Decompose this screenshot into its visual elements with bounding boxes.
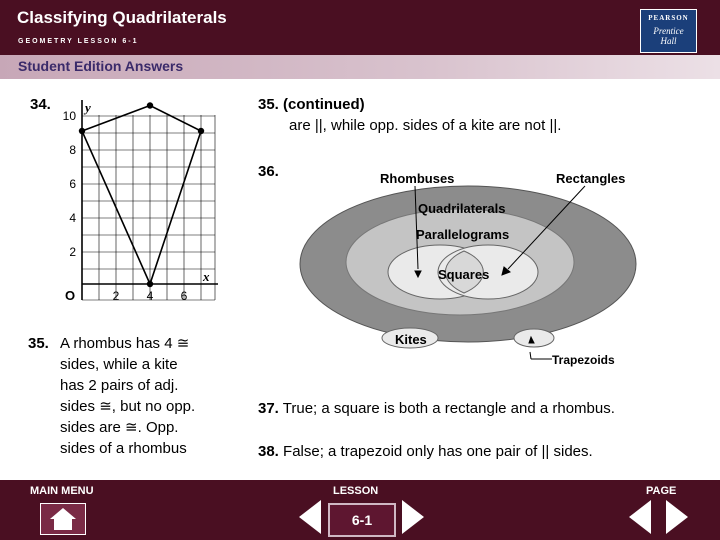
page-label: PAGE (646, 485, 677, 497)
y-tick-8: 8 (69, 143, 76, 157)
kite-vertex (198, 128, 204, 134)
p35-line1: A rhombus has 4 (60, 335, 173, 352)
chevron-left-icon (299, 500, 321, 534)
lesson-prev-button[interactable] (297, 498, 323, 536)
p35-cont-text-a: are (289, 117, 311, 134)
header-bar (0, 0, 720, 55)
label-kites: Kites (395, 332, 427, 347)
y-axis-label: y (85, 100, 91, 115)
p35-line5b: . Opp. (137, 419, 179, 436)
problem-37-text: True; a square is both a rectangle and a rhombus. (282, 400, 615, 417)
x-tick-2: 2 (112, 289, 120, 303)
label-parallelograms: Parallelograms (416, 227, 510, 242)
label-rectangles: Rectangles (556, 171, 626, 186)
problem-36-number: 36. (258, 163, 279, 180)
origin-label: O (65, 288, 76, 303)
y-tick-2: 2 (69, 245, 76, 259)
p35-cont-title: (continued) (283, 96, 365, 113)
label-rhombuses: Rhombuses (380, 171, 455, 186)
parallel-symbol: || (541, 443, 550, 460)
lesson-number-box: 6-1 (328, 503, 396, 537)
kite-shape (82, 106, 201, 285)
page-next-button[interactable] (664, 498, 690, 536)
p35-cont-number: 35. (258, 96, 279, 113)
p35-line3: has 2 pairs of adj. (60, 377, 179, 394)
kite-vertex (79, 128, 85, 134)
problem-35-block (28, 333, 196, 457)
congruent-symbol: ≅ (125, 419, 138, 436)
lesson-label: LESSON (333, 485, 379, 497)
problem-38 (258, 441, 593, 462)
problem-37-number: 37. (258, 400, 279, 417)
trapezoids-pointer (530, 352, 531, 359)
p35-line6: sides of a rhombus (60, 440, 187, 457)
problem-38-text-b: sides. (553, 443, 593, 460)
parallel-symbol: || (549, 117, 558, 134)
kite-graph (60, 95, 220, 305)
trapezoids-region (514, 329, 554, 347)
section-bar (0, 55, 720, 79)
lesson-subtitle: GEOMETRY LESSON 6-1 (18, 38, 139, 45)
chevron-left-icon (629, 500, 651, 534)
p35-line5a: sides are (60, 419, 121, 436)
logo-text-1: Prentice (653, 26, 684, 36)
label-quadrilaterals: Quadrilaterals (418, 201, 506, 216)
problem-34-number: 34. (30, 96, 51, 113)
y-tick-10: 10 (62, 109, 76, 123)
chevron-right-icon (402, 500, 424, 534)
logo-text-2: Hall (660, 36, 677, 46)
problem-38-text-a: False; a trapezoid only has one pair of (283, 443, 538, 460)
y-tick-4: 4 (69, 211, 76, 225)
p35-cont-text-b: , while opp. sides of a kite are not (322, 117, 546, 134)
main-menu-button[interactable] (40, 503, 86, 535)
x-tick-4: 4 (146, 289, 154, 303)
home-icon (41, 504, 85, 534)
logo-top-text: PEARSON (648, 14, 689, 22)
kite-vertex (147, 102, 153, 108)
congruent-symbol: ≅ (99, 398, 112, 415)
lesson-next-button[interactable] (400, 498, 426, 536)
main-menu-label: MAIN MENU (30, 485, 94, 497)
label-squares: Squares (438, 267, 490, 282)
p35-line4a: sides (60, 398, 96, 415)
x-axis-label: x (203, 269, 210, 284)
congruent-symbol: ≅ (176, 335, 190, 352)
parallel-symbol: || (314, 117, 323, 134)
graph-grid (82, 115, 215, 300)
label-trapezoids: Trapezoids (552, 353, 615, 367)
quadrilateral-venn-diagram (290, 162, 690, 370)
problem-35-number: 35. (28, 335, 49, 352)
section-label: Student Edition Answers (18, 58, 184, 74)
x-tick-6: 6 (180, 289, 188, 303)
p35-line2: sides, while a kite (60, 356, 178, 373)
kite-vertices (79, 102, 204, 287)
problem-37 (258, 398, 615, 419)
kite-vertex (147, 281, 153, 287)
problem-35-continued (258, 94, 561, 136)
y-tick-6: 6 (69, 177, 76, 191)
chevron-right-icon (666, 500, 688, 534)
pearson-logo (640, 9, 697, 53)
problem-38-number: 38. (258, 443, 279, 460)
p35-line4b: , but no opp. (111, 398, 196, 415)
page-title: Classifying Quadrilaterals (17, 8, 227, 27)
p35-cont-text-c: . (557, 117, 562, 134)
page-prev-button[interactable] (627, 498, 653, 536)
